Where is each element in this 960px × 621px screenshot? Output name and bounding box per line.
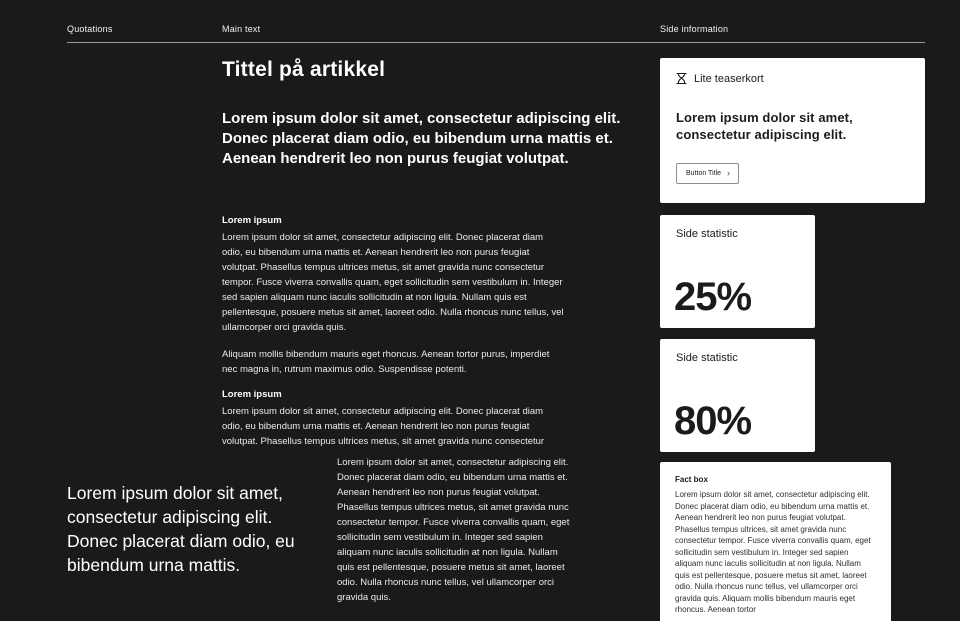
section-heading: Lorem ipsum <box>222 389 282 400</box>
teaser-card-title: Lorem ipsum dolor sit amet, consectetur adipiscing elit. <box>676 110 853 142</box>
article-lead: Lorem ipsum dolor sit amet, consectetur adipiscing elit. Donec placerat diam odio, eu bibendum urna mattis et. Aenean hendrerit leo non purus feugiat volutpat. <box>222 110 621 167</box>
teaser-icon <box>676 72 687 85</box>
column-label-side-information: Side information <box>660 24 729 34</box>
pull-quote: Lorem ipsum dolor sit amet, consectetur adipiscing elit. Donec placerat diam odio, eu bibendum urna mattis. <box>67 483 295 575</box>
body-paragraph-wrapped: Lorem ipsum dolor sit amet, consectetur adipiscing elit. Donec placerat diam odio, eu bibendum urna mattis et. Aenean hendrerit leo non purus feugiat volutpat. Phasellus tempus ultrices metus, sit amet gravida nunc consectetur tempor. Fusce viverra convallis quam, eget sollicitudin sem vestibulum in. Integer sed sapien aliquam nunc iaculis sollicitudin at non ligula. Nullam quis est pellentesque, posuere metus sit amet, laoreet odio. Nulla rhoncus nunc tellus, vel ullamcorper orci gravida quis. <box>337 457 570 603</box>
teaser-button-label: Button Title <box>686 170 722 177</box>
fact-box-title: Fact box <box>675 475 708 484</box>
section-heading: Lorem ipsum <box>222 215 282 226</box>
stat-label: Side statistic <box>676 228 738 240</box>
teaser-card-kicker: Lite teaserkort <box>694 72 764 85</box>
stat-value: 80% <box>674 399 752 443</box>
side-statistic-card <box>660 339 815 452</box>
teaser-card-header <box>676 72 909 85</box>
article-section-2 <box>222 389 634 449</box>
body-paragraph: Aliquam mollis bibendum mauris eget rhoncus. Aenean tortor purus, imperdiet nec magna in, rutrum maximus odio. Suspendisse potenti. <box>222 349 550 375</box>
main-text-column <box>222 57 634 461</box>
teaser-card-button[interactable] <box>676 163 739 184</box>
column-label-main-text: Main text <box>222 24 261 34</box>
body-paragraph: Lorem ipsum dolor sit amet, consectetur adipiscing elit. Donec placerat diam odio, eu bibendum urna mattis et. Aenean hendrerit leo non purus feugiat volutpat. Phasellus tempus ultrices metus, sit amet gravida nunc consectetur <box>222 406 545 447</box>
chevron-right-icon: › <box>727 168 731 178</box>
fact-box-card <box>660 462 891 621</box>
body-paragraph: Lorem ipsum dolor sit amet, consectetur adipiscing elit. Donec placerat diam odio, eu bibendum urna mattis et. Aenean hendrerit leo non purus feugiat volutpat. Phasellus tempus ultrices metus, sit amet gravida nunc consectetur tempor. Fusce viverra convallis quam, eget sollicitudin sem vestibulum in. Integer sed sapien aliquam nunc iaculis sollicitudin at non ligula. Nullam quis est pellentesque, posuere metus sit amet, laoreet odio. Nulla rhoncus nunc tellus, vel ullamcorper orci gravida quis. <box>222 232 564 333</box>
teaser-card <box>660 58 925 203</box>
fact-box-body: Lorem ipsum dolor sit amet, consectetur adipiscing elit. Donec placerat diam odio, eu bibendum urna mattis et. Aenean hendrerit leo non purus feugiat volutpat. Phasellus tempus ultrices, sit amet gravida nunc consectetur tempor. Fusce viverra convallis quam, eget sollicitudin sem vestibulum in. Integer sed sapien aliquam nunc iaculis sollicitudin at non ligula. Nullam quis est pellentesque, posuere metus sit amet, laoreet odio. Nulla rhoncus nunc tellus, vel ullamcorper orci gravida quis. Aliquam mollis bibendum mauris eget rhoncus. Aenean tortor <box>675 490 871 614</box>
column-label-quotations: Quotations <box>67 24 113 34</box>
side-statistic-card <box>660 215 815 328</box>
stat-value: 25% <box>674 275 752 319</box>
header-divider <box>67 42 925 43</box>
article-title: Tittel på artikkel <box>222 58 386 81</box>
article-section-1 <box>222 215 634 377</box>
stat-label: Side statistic <box>676 352 738 364</box>
